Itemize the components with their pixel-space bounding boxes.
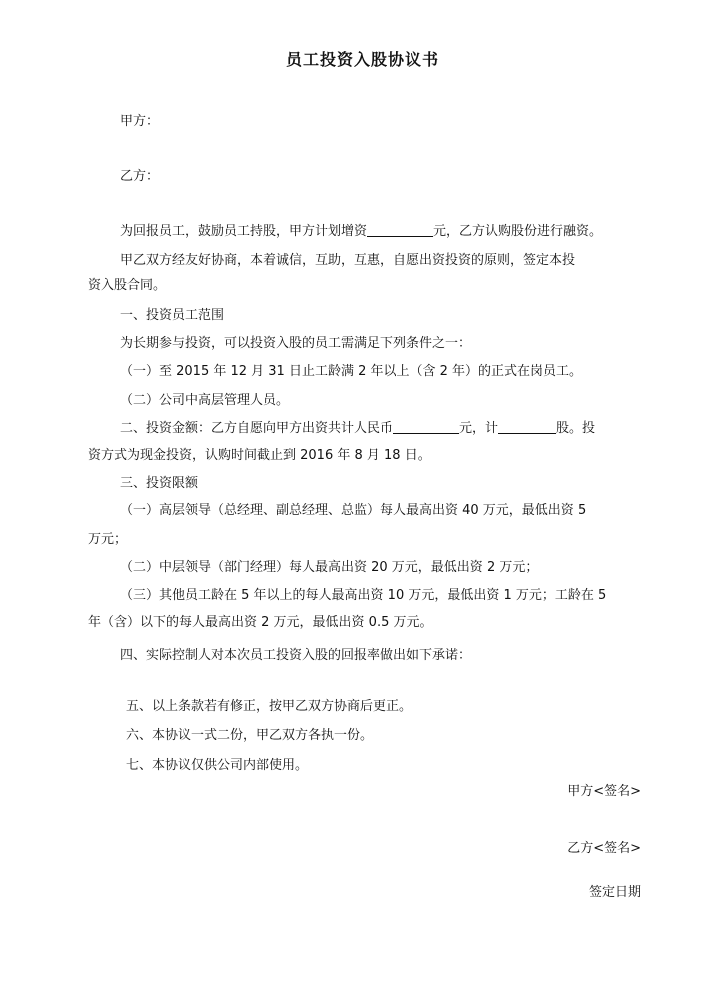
intro2-line2: 资入股合同。 [88,278,167,293]
section7: 七、本协议仅供公司内部使用。 [126,758,309,773]
section3-item3-line1: （三）其他员工龄在 5 年以上的每人最高出资 10 万元，最低出资 1 万元；工龄在 5 [120,588,607,603]
section2-part1: 二、投资金额：乙方自愿向甲方出资共计人民币 [120,421,394,436]
party-a-label: 甲方： [120,114,160,129]
shares-blank [498,419,556,434]
section3-item3-line2: 年（含）以下的每人最高出资 2 万元，最低出资 0.5 万元。 [88,615,433,630]
section2-part3: 股。投 [556,421,596,436]
section2-part2: 元，计 [459,421,499,436]
sign-date: 签定日期 [588,885,641,900]
section3-heading: 三、投资限额 [120,476,199,491]
signature-party-b: 乙方<签名> [567,841,641,856]
intro2-line1: 甲乙双方经友好协商，本着诚信，互助，互惠，自愿出资投资的原则，签定本投 [120,253,576,268]
capital-increase-blank [367,222,433,237]
section5: 五、以上条款若有修正，按甲乙双方协商后更正。 [126,699,413,714]
section2-line1 [120,419,595,439]
intro-text-part1: 为回报员工，鼓励员工持股，甲方计划增资 [120,224,368,239]
section3-item2: （二）中层领导（部门经理）每人最高出资 20 万元，最低出资 2 万元； [120,560,539,575]
section2-line2: 资方式为现金投资，认购时间截止到 2016 年 8 月 18 日。 [88,448,431,463]
section1-item1: （一）至 2015 年 12 月 31 日止工龄满 2 年以上（含 2 年）的正式在岗员工。 [120,364,583,379]
section6: 六、本协议一式二份，甲乙双方各执一份。 [126,728,374,743]
intro-text-part2: 元，乙方认购股份进行融资。 [433,224,603,239]
signature-party-a: 甲方<签名> [567,784,641,799]
party-b-label: 乙方： [120,169,160,184]
section4: 四、实际控制人对本次员工投资入股的回报率做出如下承诺： [120,648,472,663]
section3-item1-line1: （一）高层领导（总经理、副总经理、总监）每人最高出资 40 万元，最低出资 5 [120,503,587,518]
intro-paragraph [120,222,602,242]
section1-heading: 一、投资员工范围 [120,308,225,323]
amount-blank [393,419,459,434]
section1-item2: （二）公司中高层管理人员。 [120,393,290,408]
section1-desc: 为长期参与投资，可以投资入股的员工需满足下列条件之一： [120,336,472,351]
document-title: 员工投资入股协议书 [285,50,439,69]
section3-item1-line2: 万元； [88,532,128,547]
